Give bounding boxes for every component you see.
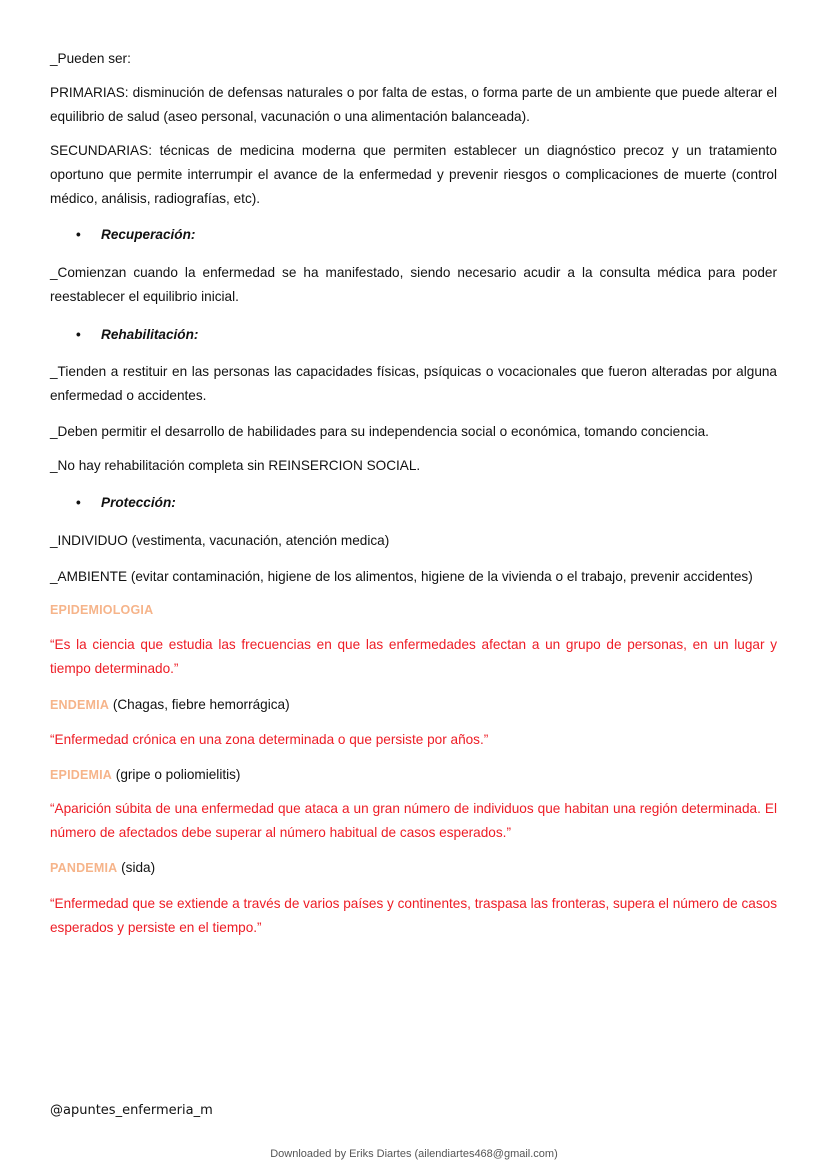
paragraph: _Tienden a restituir en las personas las capacidades físicas, psíquicas o vocacionales que fueron alteradas por alguna enfermedad o accidentes.: [50, 364, 777, 403]
bullet-recuperacion: [76, 223, 195, 247]
definition-endemia: “Enfermedad crónica en una zona determinada o que persiste por años.”: [50, 732, 489, 747]
paragraph: _INDIVIDUO (vestimenta, vacunación, atención medica): [50, 533, 390, 548]
bullet-label: Protección:: [101, 495, 176, 510]
author-handle: @apuntes_enfermeria_m: [50, 1103, 213, 1118]
bullet-rehabilitacion: [76, 323, 198, 347]
paragraph: _No hay rehabilitación completa sin REINSERCION SOCIAL.: [50, 458, 421, 473]
definition-epidemia: “Aparición súbita de una enfermedad que ataca a un gran número de individuos que habitan una región determinada. El número de afectados debe superar al número habitual de casos esperados.”: [50, 801, 777, 840]
keyword: PANDEMIA: [50, 861, 118, 875]
heading-endemia: [50, 693, 777, 717]
paragraph: _Deben permitir el desarrollo de habilidades para su independencia social o económica, tomando conciencia.: [50, 424, 709, 439]
examples: (Chagas, fiebre hemorrágica): [109, 697, 290, 712]
bullet-icon: •: [76, 327, 81, 342]
bullet-icon: •: [76, 227, 81, 242]
bullet-label: Recuperación:: [101, 227, 196, 242]
heading-pandemia: [50, 856, 777, 880]
keyword: EPIDEMIA: [50, 768, 113, 782]
paragraph-primarias: PRIMARIAS: disminución de defensas naturales o por falta de estas, o forma parte de un ambiente que puede alterar el equilibrio de salud (aseo personal, vacunación o una alimentación balanceada).: [50, 85, 777, 124]
examples: (gripe o poliomielitis): [112, 767, 241, 782]
download-notice: Downloaded by Eriks Diartes (ailendiartes468@gmail.com): [270, 1148, 558, 1160]
keyword: ENDEMIA: [50, 698, 110, 712]
paragraph: _AMBIENTE (evitar contaminación, higiene de los alimentos, higiene de la vivienda o el trabajo, prevenir accidentes): [50, 569, 753, 584]
definition-epidemiologia: “Es la ciencia que estudia las frecuencias en que las enfermedades afectan a un grupo de personas, en un lugar y tiempo determinado.”: [50, 637, 777, 676]
examples: (sida): [117, 860, 156, 875]
keyword: EPIDEMIOLOGIA: [50, 603, 154, 617]
paragraph-secundarias: SECUNDARIAS: técnicas de medicina moderna que permiten establecer un diagnóstico precoz y un tratamiento oportuno que permite interrumpir el avance de la enfermedad y prevenir riesgos o complicaciones de muerte (control médico, análisis, radiografías, etc).: [50, 143, 777, 206]
heading-epidemiologia: [50, 598, 777, 622]
paragraph: _Comienzan cuando la enfermedad se ha manifestado, siendo necesario acudir a la consulta médica para poder reestablecer el equilibrio inicial.: [50, 265, 777, 304]
heading-epidemia: [50, 763, 777, 787]
bullet-label: Rehabilitación:: [101, 327, 199, 342]
paragraph: _Pueden ser:: [50, 51, 131, 66]
definition-pandemia: “Enfermedad que se extiende a través de varios países y continentes, traspasa las fronteras, supera el número de casos esperados y persiste en el tiempo.”: [50, 896, 777, 935]
bullet-proteccion: [76, 491, 176, 515]
bullet-icon: •: [76, 495, 81, 510]
